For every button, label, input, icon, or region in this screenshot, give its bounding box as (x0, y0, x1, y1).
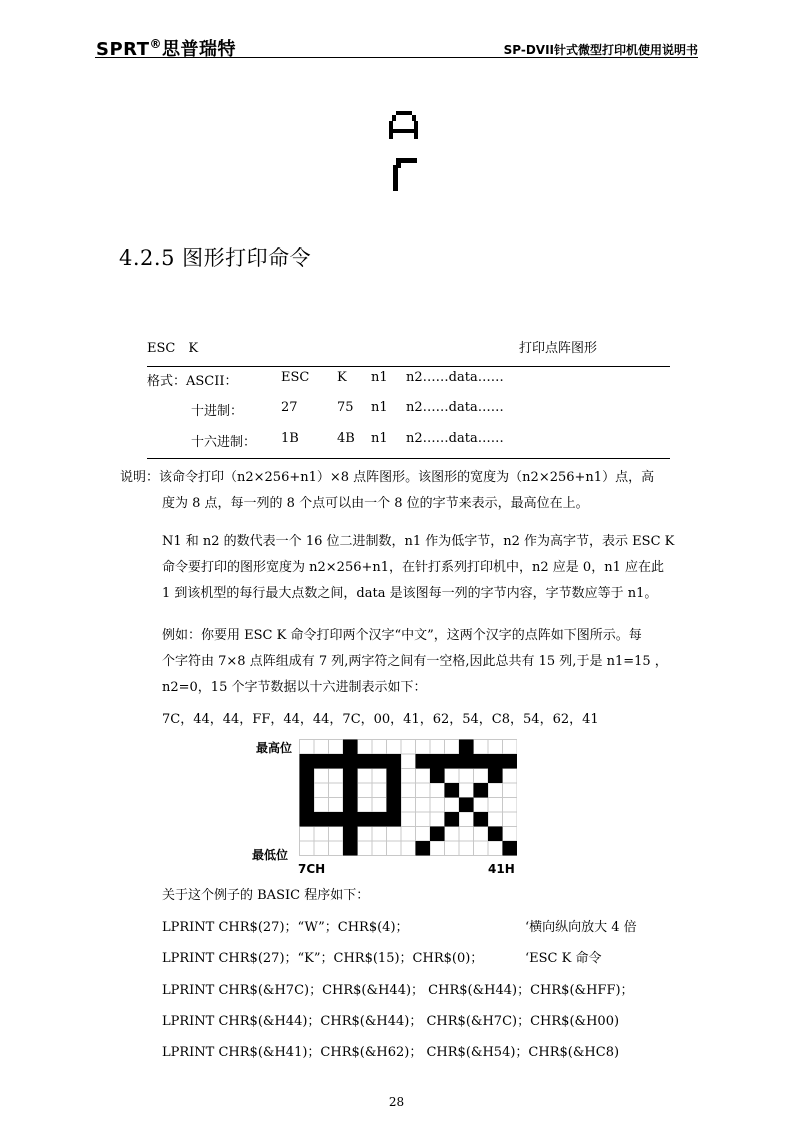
dot-matrix-dot (343, 841, 358, 856)
dot-matrix-dot (329, 812, 344, 827)
dot-matrix-cell (401, 798, 416, 813)
dot-matrix-cell (474, 798, 489, 813)
dot-matrix-cell (474, 769, 489, 784)
dot-matrix-cell (358, 798, 373, 813)
dot-matrix-dot (343, 783, 358, 798)
dot-matrix-figure (299, 739, 517, 863)
basic-intro: 关于这个例子的 BASIC 程序如下： (162, 888, 370, 903)
dot-matrix-cell (358, 769, 373, 784)
dot-matrix-cell (329, 769, 344, 784)
dot-matrix-cell (401, 812, 416, 827)
dot-matrix-cell (416, 740, 431, 755)
format-row-dec-c2: 75 (337, 400, 354, 415)
dot-matrix-dot (387, 783, 402, 798)
paragraph-2-line-1: N1 和 n2 的数代表一个 16 位二进制数，n1 作为低字节，n2 作为高字节，表示 ESC K (162, 534, 675, 549)
dot-matrix-dot (372, 812, 387, 827)
dot-matrix-cell (358, 740, 373, 755)
basic-code-line-4: LPRINT CHR$(&H44)；CHR$(&H44)； CHR$(&H7C)；CHR$(&H00) (162, 1014, 620, 1029)
dot-matrix-cell (387, 841, 402, 856)
brand-reg-mark: ® (149, 37, 162, 51)
dot-matrix-cell (445, 740, 460, 755)
format-row-dec-c4: n2……data…… (406, 400, 504, 415)
format-row-dec-c1: 27 (281, 400, 298, 415)
dot-matrix-dot (430, 769, 445, 784)
format-row-hex-c3: n1 (371, 431, 388, 446)
dot-matrix-cell (416, 812, 431, 827)
format-row-hex-c1: 1B (281, 431, 299, 446)
basic-code-line-1: LPRINT CHR$(27)；“W”；CHR$(4)； (162, 920, 409, 935)
dot-matrix-dot (459, 754, 474, 769)
dot-matrix-cell (387, 827, 402, 842)
format-row-dec-label: 十进制： (191, 404, 244, 419)
page-number: 28 (388, 1095, 405, 1109)
dot-matrix-cell (503, 798, 518, 813)
dot-matrix-cell (445, 827, 460, 842)
dot-matrix-cell (488, 740, 503, 755)
dot-matrix-dot (445, 812, 460, 827)
table-top-rule (147, 366, 670, 367)
dot-matrix-cell (488, 798, 503, 813)
dot-matrix-dot (387, 769, 402, 784)
dot-matrix-dot (314, 812, 329, 827)
dot-matrix-cell (488, 841, 503, 856)
dot-matrix-cell (329, 841, 344, 856)
dot-matrix-dot (300, 783, 315, 798)
dot-matrix-cell (401, 754, 416, 769)
dot-matrix-cell (474, 827, 489, 842)
dot-matrix-cell (314, 798, 329, 813)
dot-matrix-dot (343, 812, 358, 827)
dot-matrix-cell (372, 769, 387, 784)
dot-matrix-dot (416, 754, 431, 769)
dot-matrix-cell (488, 783, 503, 798)
dot-matrix-dot (474, 812, 489, 827)
explanation-line-2: 度为 8 点，每一列的 8 个点可以由一个 8 位的字节来表示，最高位在上。 (162, 496, 589, 511)
dot-matrix-cell (314, 769, 329, 784)
dot-matrix-cell (329, 798, 344, 813)
dot-matrix-dot (459, 740, 474, 755)
dot-matrix-dot (445, 754, 460, 769)
brand-name: SPRT (96, 39, 150, 60)
section-title: 4.2.5 图形打印命令 (119, 246, 312, 270)
dot-matrix-cell (401, 783, 416, 798)
dot-matrix-cell (459, 812, 474, 827)
dot-matrix-label-bottom: 最低位 (252, 848, 289, 862)
dot-matrix-dot (459, 798, 474, 813)
dot-matrix-cell (329, 827, 344, 842)
format-row-ascii-label: 格式：ASCII： (147, 374, 238, 389)
format-row-dec-c3: n1 (371, 400, 388, 415)
explanation-line-1: 说明：该命令打印（n2×256+n1）×8 点阵图形。该图形的宽度为（n2×256+n1）点，高 (120, 470, 655, 485)
dot-matrix-dot (416, 841, 431, 856)
brand-name-cn: 思普瑞特 (162, 39, 236, 60)
dot-matrix-dot (343, 740, 358, 755)
dot-matrix-cell (503, 783, 518, 798)
dot-matrix-dot (488, 827, 503, 842)
dot-matrix-dot (358, 812, 373, 827)
dot-matrix-dot (343, 798, 358, 813)
dot-matrix-cell (474, 740, 489, 755)
dot-matrix-dot (387, 754, 402, 769)
dot-matrix-cell (416, 798, 431, 813)
dot-matrix-cell (445, 841, 460, 856)
dot-matrix-dot (474, 783, 489, 798)
dot-matrix-cell (416, 827, 431, 842)
format-row-ascii-c1: ESC (281, 370, 310, 385)
dot-matrix-cell (474, 841, 489, 856)
dot-matrix-cell (358, 841, 373, 856)
format-row-ascii-c4: n2……data…… (406, 370, 504, 385)
dot-matrix-cell (430, 783, 445, 798)
dot-matrix-cell (503, 740, 518, 755)
paragraph-2-line-2: 命令要打印的图形宽度为 n2×256+n1，在针打系列打印机中，n2 应是 0，n1 应在此 (162, 560, 664, 575)
basic-code-line-5: LPRINT CHR$(&H41)；CHR$(&H62)； CHR$(&H54)；CHR$(&HC8) (162, 1045, 620, 1060)
dot-matrix-cell (300, 841, 315, 856)
dot-matrix-dot (488, 754, 503, 769)
dot-matrix-cell (314, 783, 329, 798)
dot-matrix-dot (445, 783, 460, 798)
dot-matrix-cell (372, 798, 387, 813)
table-bottom-rule (147, 458, 670, 459)
dot-matrix-dot (343, 769, 358, 784)
dot-matrix-cell (503, 769, 518, 784)
dot-matrix-cell (430, 740, 445, 755)
dot-matrix-label-first-col: 7CH (298, 862, 326, 876)
format-row-hex-label: 十六进制： (191, 435, 257, 450)
dot-matrix-cell (459, 783, 474, 798)
dot-matrix-cell (430, 798, 445, 813)
dot-matrix-cell (314, 827, 329, 842)
dot-matrix-dot (329, 754, 344, 769)
dot-matrix-dot (343, 754, 358, 769)
dot-matrix-dot (430, 754, 445, 769)
format-row-hex-c2: 4B (337, 431, 355, 446)
dot-matrix-cell (314, 841, 329, 856)
dot-matrix-cell (358, 783, 373, 798)
dot-matrix-cell (416, 783, 431, 798)
basic-code-line-2: LPRINT CHR$(27)；“K”；CHR$(15)；CHR$(0)； (162, 951, 484, 966)
dot-matrix-dot (387, 798, 402, 813)
dot-matrix-cell (459, 769, 474, 784)
dot-matrix-cell (503, 812, 518, 827)
dot-matrix-dot (343, 827, 358, 842)
format-row-hex-c4: n2……data…… (406, 431, 504, 446)
dot-matrix-dot (488, 769, 503, 784)
dot-matrix-cell (488, 812, 503, 827)
dot-matrix-dot (474, 754, 489, 769)
paragraph-3-line-3: n2=0，15 个字节数据以十六进制表示如下： (162, 680, 427, 695)
byte-data-line: 7C，44，44，FF，44，44，7C，00，41，62，54，C8，54，62，41 (162, 712, 599, 727)
basic-comment-line-1: ‘横向纵向放大 4 倍 (525, 920, 637, 935)
dot-matrix-cell (372, 827, 387, 842)
dot-matrix-dot (503, 841, 518, 856)
format-row-ascii-c3: n1 (371, 370, 388, 385)
paragraph-3-line-2: 个字符由 7×8 点阵组成有 7 列,两字符之间有一空格,因此总共有 15 列,于是 n1=15 ， (162, 654, 668, 669)
dot-matrix-cell (459, 841, 474, 856)
dot-matrix-cell (401, 841, 416, 856)
dot-matrix-cell (387, 740, 402, 755)
dot-matrix-dot (300, 754, 315, 769)
dot-matrix-dot (430, 827, 445, 842)
dot-matrix-cell (372, 740, 387, 755)
dot-matrix-cell (314, 740, 329, 755)
command-name: ESC K (147, 341, 199, 356)
dot-matrix-cell (401, 769, 416, 784)
format-row-ascii-c2: K (337, 370, 347, 385)
dot-matrix-cell (445, 769, 460, 784)
dot-matrix-dot (314, 754, 329, 769)
command-description: 打印点阵图形 (519, 341, 598, 356)
paragraph-3-line-1: 例如：你要用 ESC K 命令打印两个汉字“中文”，这两个汉字的点阵如下图所示。每 (162, 628, 642, 643)
dot-matrix-cell (430, 812, 445, 827)
dot-matrix-dot (372, 754, 387, 769)
dot-matrix-cell (300, 827, 315, 842)
dot-matrix-cell (401, 827, 416, 842)
print-sample-illustration (386, 111, 422, 193)
basic-code-line-3: LPRINT CHR$(&H7C)；CHR$(&H44)； CHR$(&H44)；CHR$(&HFF)； (162, 983, 634, 998)
basic-comment-line-2: ‘ESC K 命令 (525, 951, 602, 966)
dot-matrix-dot (300, 798, 315, 813)
dot-matrix-cell (401, 740, 416, 755)
dot-matrix-label-last-col: 41H (488, 862, 515, 876)
dot-matrix-cell (358, 827, 373, 842)
dot-matrix-dot (358, 754, 373, 769)
dot-matrix-cell (300, 740, 315, 755)
paragraph-2-line-3: 1 到该机型的每行最大点数之间，data 是该图每一列的字节内容，字节数应等于 n1。 (162, 586, 658, 601)
dot-matrix-cell (329, 740, 344, 755)
dot-matrix-cell (416, 769, 431, 784)
dot-matrix-label-top: 最高位 (256, 741, 293, 755)
dot-matrix-cell (445, 798, 460, 813)
header-rule (95, 57, 698, 58)
dot-matrix-dot (300, 812, 315, 827)
dot-matrix-cell (329, 783, 344, 798)
dot-matrix-dot (503, 754, 518, 769)
document-title: SP-DVII针式微型打印机使用说明书 (503, 43, 698, 57)
dot-matrix-cell (372, 841, 387, 856)
dot-matrix-cell (503, 827, 518, 842)
dot-matrix-dot (300, 769, 315, 784)
dot-matrix-dot (387, 812, 402, 827)
dot-matrix-cell (459, 827, 474, 842)
dot-matrix-cell (430, 841, 445, 856)
dot-matrix-cell (372, 783, 387, 798)
